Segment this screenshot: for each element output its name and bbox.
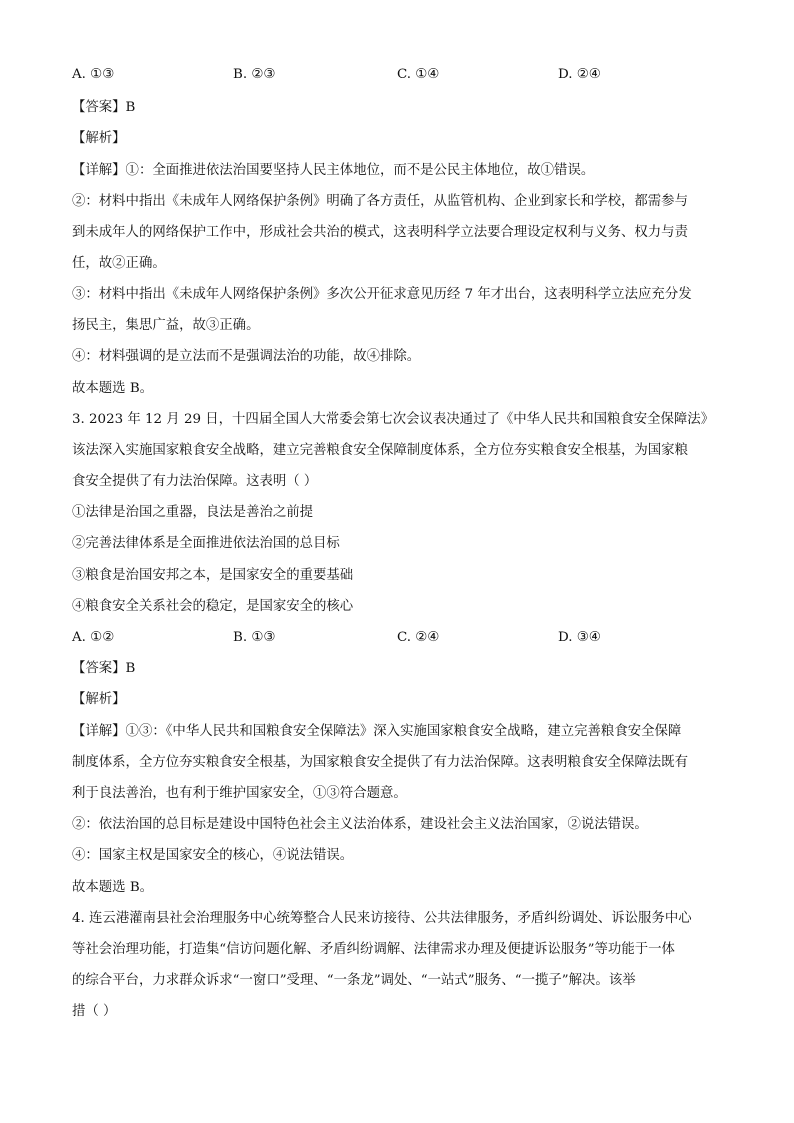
- detail-line: ②：材料中指出《未成年人网络保护条例》明确了各方责任，从监管机构、企业到家长和学校，都需参与: [72, 194, 688, 209]
- detail-line: ②：依法治国的总目标是建设中国特色社会主义法治体系，建设社会主义法治国家，②说法错误。: [72, 817, 648, 832]
- statement: ②完善法律体系是全面推进依法治国的总目标: [72, 536, 340, 551]
- question-stem: 的综合平台，力求群众诉求“一窗口”受理、“一条龙”调处、“一站式”服务、“一揽子”解决。该举: [72, 973, 636, 988]
- option-c: C. ②④: [397, 630, 440, 645]
- detail-line: 制度体系，全方位夯实粮食安全根基，为国家粮食安全提供了有力法治保障。这表明粮食安全保障法既有: [72, 755, 688, 770]
- question-stem: 食安全提供了有力法治保障。这表明（ ）: [72, 474, 318, 489]
- question-stem: 4. 连云港灌南县社会治理服务中心统筹整合人民来访接待、公共法律服务，矛盾纠纷调处、诉讼服务中心: [72, 911, 692, 926]
- detail-line: 到未成年人的网络保护工作中，形成社会共治的模式，这表明科学立法要合理设定权利与义务、权力与责: [72, 225, 688, 240]
- statement: ④粮食安全关系社会的稳定，是国家安全的核心: [72, 599, 354, 614]
- option-b: B. ①③: [233, 630, 276, 645]
- option-c: C. ①④: [397, 67, 440, 82]
- statement: ③粮食是治国安邦之本，是国家安全的重要基础: [72, 568, 354, 583]
- option-d: D. ③④: [558, 630, 601, 645]
- answer-label: 【答案】B: [72, 661, 136, 676]
- detail-line: 扬民主，集思广益，故③正确。: [72, 318, 260, 333]
- detail-line: ③：材料中指出《未成年人网络保护条例》多次公开征求意见历经 7 年才出台，这表明科学立法应充分发: [72, 287, 692, 302]
- question-stem: 该法深入实施国家粮食安全战略，建立完善粮食安全保障制度体系，全方位夯实粮食安全根基，为国家粮: [72, 443, 688, 458]
- detail-line: 【详解】①③：《中华人民共和国粮食安全保障法》深入实施国家粮食安全战略，建立完善粮食安全保障: [72, 724, 682, 739]
- option-b: B. ②③: [233, 67, 276, 82]
- answer-label: 【答案】B: [72, 100, 136, 115]
- detail-line: 【详解】①：全面推进依法治国要坚持人民主体地位，而不是公民主体地位，故①错误。: [72, 163, 595, 178]
- conclusion-line: 故本题选 B。: [72, 381, 154, 396]
- option-a: A. ①②: [72, 630, 115, 645]
- analysis-label: 【解析】: [72, 131, 126, 146]
- statement: ①法律是治国之重器，良法是善治之前提: [72, 505, 314, 520]
- detail-line: 利于良法善治，也有利于维护国家安全，①③符合题意。: [72, 786, 407, 801]
- detail-line: ④：材料强调的是立法而不是强调法治的功能，故④排除。: [72, 349, 421, 364]
- question-stem: 措（ ）: [72, 1004, 117, 1019]
- question-stem: 等社会治理功能，打造集“信访问题化解、矛盾纠纷调解、法律需求办理及便捷诉讼服务”等功能于一体: [72, 942, 675, 957]
- question-stem: 3. 2023 年 12 月 29 日，十四届全国人大常委会第七次会议表决通过了《中华人民共和国粮食安全保障法》: [72, 412, 715, 427]
- detail-line: 任，故②正确。: [72, 256, 166, 271]
- analysis-label: 【解析】: [72, 692, 126, 707]
- option-a: A. ①③: [72, 67, 115, 82]
- option-d: D. ②④: [558, 67, 601, 82]
- detail-line: ④：国家主权是国家安全的核心，④说法错误。: [72, 848, 354, 863]
- conclusion-line: 故本题选 B。: [72, 880, 154, 895]
